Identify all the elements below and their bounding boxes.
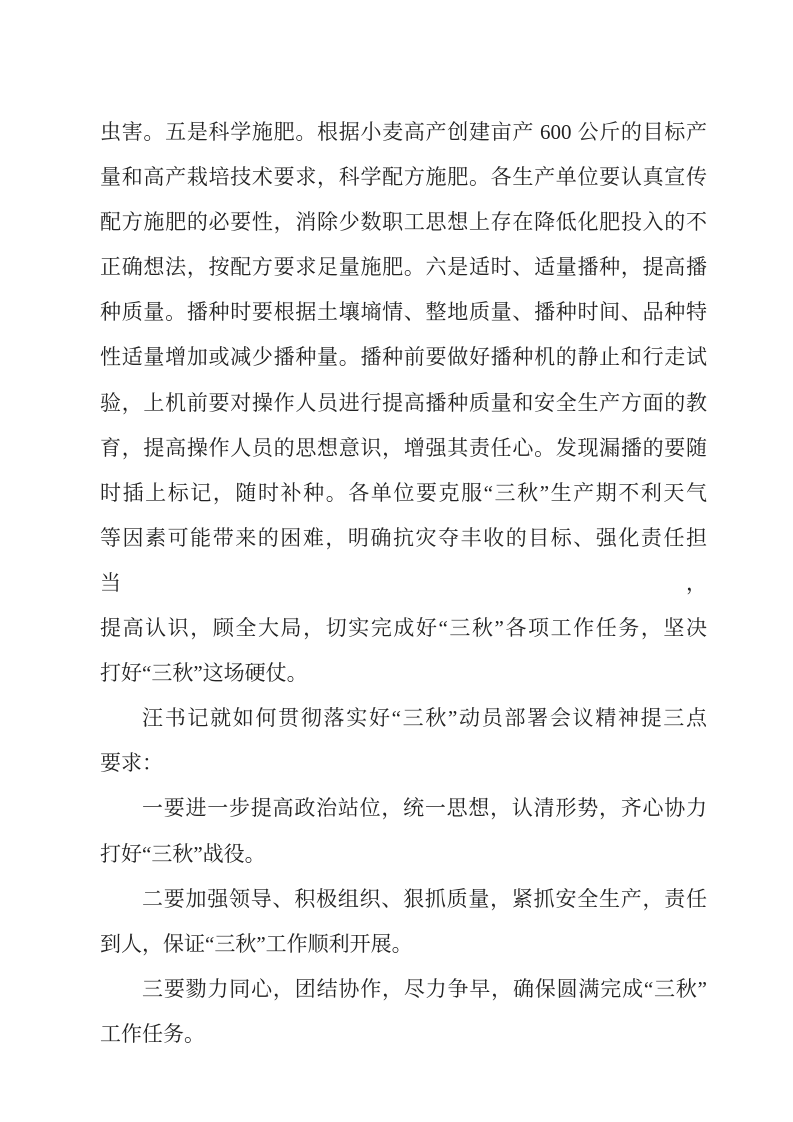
text-line: 正确想法，按配方要求足量施肥。六是适时、适量播种，提高播	[100, 255, 707, 280]
text-line: 验，上机前要对操作人员进行提高播种质量和安全生产方面的教	[100, 390, 707, 415]
text-line: 打好“三秋”这场硬仗。	[100, 661, 308, 686]
text-line: 配方施肥的必要性，消除少数职工思想上存在降低化肥投入的不	[100, 210, 707, 235]
text-line: 三要勠力同心，团结协作，尽力争早，确保圆满完成“三秋”	[142, 976, 707, 1001]
text-line: 到人，保证“三秋”工作顺利开展。	[100, 931, 413, 956]
text-line: 育，提高操作人员的思想意识，增强其责任心。发现漏播的要随	[100, 435, 707, 460]
text-line: 虫害。五是科学施肥。根据小麦高产创建亩产 600 公斤的目标产	[100, 120, 707, 144]
text-line: 汪书记就如何贯彻落实好“三秋”动员部署会议精神提三点	[142, 706, 707, 731]
text-line: 等因素可能带来的困难，明确抗灾夺丰收的目标、强化责任担当，	[100, 525, 707, 595]
text-line: 工作任务。	[100, 1021, 205, 1046]
paragraph	[100, 696, 707, 786]
text-line: 一要进一步提高政治站位，统一思想，认清形势，齐心协力	[142, 796, 707, 821]
text-line: 性适量增加或减少播种量。播种前要做好播种机的静止和行走试	[100, 345, 707, 370]
text-line: 打好“三秋”战役。	[100, 841, 266, 866]
text-line: 量和高产栽培技术要求，科学配方施肥。各生产单位要认真宣传	[100, 165, 707, 190]
text-line: 种质量。播种时要根据土壤墒情、整地质量、播种时间、品种特	[100, 300, 707, 325]
text-line: 时插上标记，随时补种。各单位要克服“三秋”生产期不利天气	[100, 480, 707, 505]
paragraph	[100, 967, 707, 1057]
paragraph	[100, 110, 707, 696]
paragraph	[100, 786, 707, 876]
paragraph	[100, 877, 707, 967]
text-line: 提高认识，顾全大局，切实完成好“三秋”各项工作任务，坚决	[100, 616, 707, 641]
text-line: 二要加强领导、积极组织、狠抓质量，紧抓安全生产，责任	[142, 886, 707, 911]
text-line: 要求：	[100, 751, 163, 776]
